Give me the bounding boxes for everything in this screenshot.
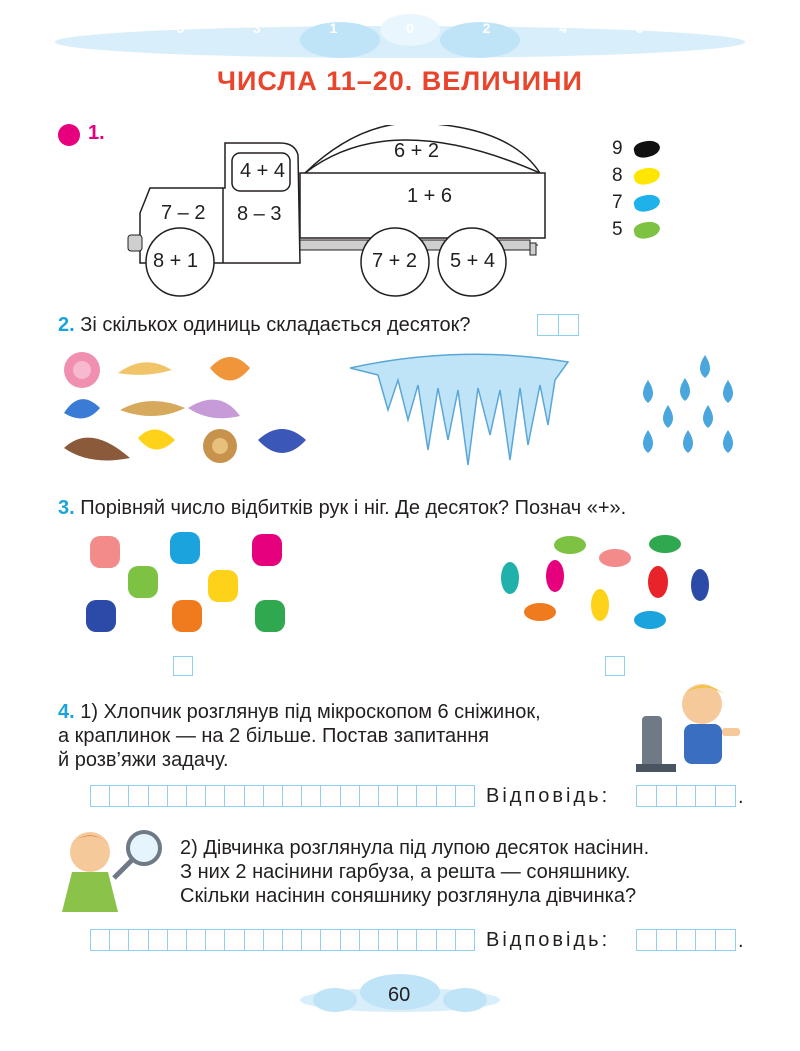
- icicle-illustration: [350, 350, 570, 470]
- color-legend: [612, 135, 660, 243]
- truck-body-expression: 1 + 6: [407, 185, 453, 207]
- task4-part2-answer-label: Відповідь:: [486, 929, 611, 951]
- middle-wheel-expression: 7 + 2: [372, 250, 418, 272]
- cloud-digits: [100, 20, 720, 36]
- task1-marker: [58, 124, 80, 146]
- handprints-illustration: [80, 528, 290, 643]
- legend-row: [612, 189, 660, 216]
- task4-part1-answer-cells[interactable]: [636, 785, 736, 807]
- footprints-illustration: [495, 530, 720, 640]
- task3-prompt: [58, 496, 626, 520]
- task4-part2-answer-cells[interactable]: [636, 929, 736, 951]
- task4-part2: [180, 836, 743, 908]
- black-paint-blob-icon: [632, 137, 661, 159]
- legend-row: [612, 162, 660, 189]
- seashell-icon: [64, 352, 306, 463]
- task4-line: 2) Дівчинка розглянула під лупою десяток насінин.: [180, 837, 650, 859]
- seashells-illustration: [60, 348, 315, 470]
- task2-text: Зі скількох одиниць складається десяток?: [80, 314, 471, 336]
- legend-number: 7: [612, 191, 623, 213]
- cloud-digit: 6: [635, 20, 644, 36]
- water-drops-illustration: [630, 350, 750, 470]
- legend-row: [612, 216, 660, 243]
- cloud-digit: 2: [482, 20, 491, 36]
- legend-row: [612, 135, 660, 162]
- task3-number: 3.: [58, 497, 75, 519]
- hands-mark-box[interactable]: [173, 656, 193, 676]
- green-paint-blob-icon: [632, 218, 661, 240]
- page-number: 60: [388, 984, 411, 1006]
- task4-part1-period: .: [738, 786, 747, 808]
- legend-number: 5: [612, 218, 623, 240]
- task4-part2-solution-cells[interactable]: [90, 929, 475, 951]
- task4-line: 4. 1) Хлопчик розглянув під мікроскопом 6 сніжинок,: [58, 701, 541, 723]
- task4-line: а краплинок — на 2 більше. Постав запитання: [58, 725, 490, 747]
- task4-line: Скільки насінин соняшнику розглянула дівчинка?: [180, 885, 637, 907]
- header-clouds: [40, 10, 760, 70]
- task4-part2-period: .: [738, 930, 747, 952]
- task1-number: 1.: [88, 122, 105, 144]
- task4-line: З них 2 насінини гарбуза, а решта — соняшнику.: [180, 861, 631, 883]
- task4-part1-answer-label: Відповідь:: [486, 785, 611, 807]
- legend-number: 9: [612, 137, 623, 159]
- front-wheel-expression: 8 + 1: [153, 250, 199, 272]
- foot-icon: [501, 535, 709, 629]
- rear-wheel-expression: 5 + 4: [450, 250, 496, 272]
- cloud-digit: 0: [406, 20, 414, 36]
- task2-answer-cells[interactable]: [537, 314, 579, 336]
- truck-door-expression: 8 – 3: [237, 203, 282, 225]
- task4-number: 4.: [58, 701, 75, 723]
- cloud-digit: 3: [253, 20, 261, 36]
- page-title: ЧИСЛА 11–20. ВЕЛИЧИНИ: [217, 66, 583, 96]
- hand-icon: [86, 532, 285, 632]
- legend-number: 8: [612, 164, 623, 186]
- cloud-digit: 7: [100, 20, 108, 36]
- cloud-digit: 4: [559, 20, 567, 36]
- cloud-digit: 8: [712, 20, 720, 36]
- truck-window-expression: 4 + 4: [240, 160, 286, 182]
- task4-part1-solution-cells[interactable]: [90, 785, 475, 807]
- feet-mark-box[interactable]: [605, 656, 625, 676]
- task3-text: Порівняй число відбитків рук і ніг. Де десяток? Познач «+».: [80, 497, 627, 519]
- cloud-digit: 1: [329, 20, 338, 36]
- task2-prompt: [58, 313, 471, 337]
- boy-with-microscope-illustration: [632, 676, 744, 776]
- girl-with-magnifier-illustration: [52, 822, 168, 922]
- task4-part1: [58, 700, 618, 772]
- cloud-digit: 5: [176, 20, 185, 36]
- truck-dome-expression: 6 + 2: [394, 140, 440, 162]
- task2-number: 2.: [58, 314, 75, 336]
- truck-hood-expression: 7 – 2: [161, 202, 206, 224]
- task4-line: й розв’яжи задачу.: [58, 749, 229, 771]
- yellow-paint-blob-icon: [632, 164, 661, 186]
- blue-paint-blob-icon: [632, 191, 661, 213]
